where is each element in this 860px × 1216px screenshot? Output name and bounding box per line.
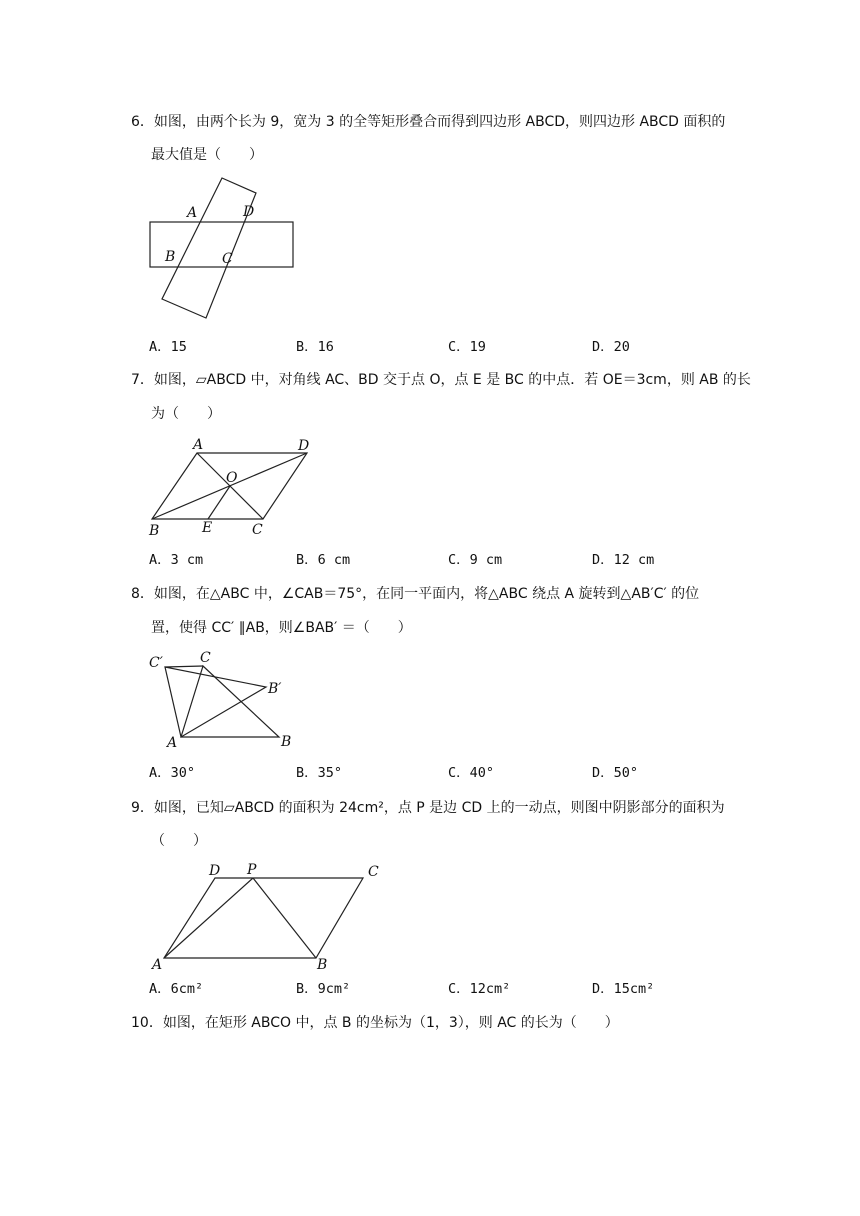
question-9-option-a[interactable]: A．6cm² (149, 981, 204, 997)
question-7-option-c[interactable]: C．9 cm (448, 552, 503, 568)
question-6-option-d[interactable]: D．20 (592, 339, 630, 355)
label-B: B (165, 249, 176, 265)
label-A: A (193, 437, 204, 453)
question-9-text-line1: 9．如图，已知▱ABCD 的面积为 24cm²，点 P 是边 CD 上的一动点，则图中阴影部分的面积为 (131, 800, 725, 816)
segment-ap (164, 878, 253, 958)
question-8-option-c[interactable]: C．40° (448, 765, 495, 781)
label-O: O (226, 470, 238, 486)
label-A: A (152, 957, 163, 973)
question-6-text-line1: 6．如图，由两个长为 9，宽为 3 的全等矩形叠合而得到四边形 ABCD，则四边形 ABCD 面积的 (131, 114, 726, 130)
segment-bp (253, 878, 316, 958)
label-P: P (247, 862, 257, 878)
question-10-text-line1: 10．如图，在矩形 ABCO 中，点 B 的坐标为（1，3），则 AC 的长为（ ） (131, 1015, 619, 1031)
label-D: D (298, 438, 310, 454)
question-7-option-d[interactable]: D．12 cm (592, 552, 655, 568)
question-7-option-a[interactable]: A．3 cm (149, 552, 204, 568)
question-6-text-line2: 最大值是（ ） (151, 147, 263, 163)
question-6-option-a[interactable]: A．15 (149, 339, 187, 355)
question-8-option-a[interactable]: A．30° (149, 765, 196, 781)
question-9-option-d[interactable]: D．15cm² (592, 981, 655, 997)
label-B: B (317, 957, 328, 973)
question-7-text-line1: 7．如图，▱ABCD 中，对角线 AC、BD 交于点 O，点 E 是 BC 的中点．若 OE＝3cm，则 AB 的长 (131, 372, 751, 388)
question-8-text-line2: 置，使得 CC′ ∥AB，则∠BAB′ ＝（ ） (151, 620, 412, 636)
label-D: D (243, 204, 255, 220)
label-A: A (187, 205, 198, 221)
question-9-text-line2: （ ） (151, 833, 207, 849)
question-9-option-b[interactable]: B．9cm² (296, 981, 351, 997)
label-C: C (252, 522, 263, 538)
question-7-option-b[interactable]: B．6 cm (296, 552, 351, 568)
question-7-text-line2: 为（ ） (151, 406, 221, 422)
label-C: C (368, 864, 379, 880)
question-8-option-b[interactable]: B．35° (296, 765, 343, 781)
label-C: C (200, 650, 211, 666)
question-8-option-d[interactable]: D．50° (592, 765, 639, 781)
label-B-prime: B′ (268, 681, 282, 697)
question-6-option-c[interactable]: C．19 (448, 339, 486, 355)
parallelogram-abcd (164, 878, 363, 958)
label-B: B (281, 734, 292, 750)
label-C: C (222, 251, 233, 267)
question-6-option-b[interactable]: B．16 (296, 339, 334, 355)
label-A: A (167, 735, 178, 751)
label-B: B (149, 523, 160, 539)
question-9-option-c[interactable]: C．12cm² (448, 981, 511, 997)
label-D: D (209, 863, 221, 879)
label-E: E (202, 520, 213, 536)
question-8-text-line1: 8．如图，在△ABC 中，∠CAB＝75°，在同一平面内，将△ABC 绕点 A 旋转到△AB′C′ 的位 (131, 586, 700, 602)
label-C-prime: C′ (149, 655, 163, 671)
